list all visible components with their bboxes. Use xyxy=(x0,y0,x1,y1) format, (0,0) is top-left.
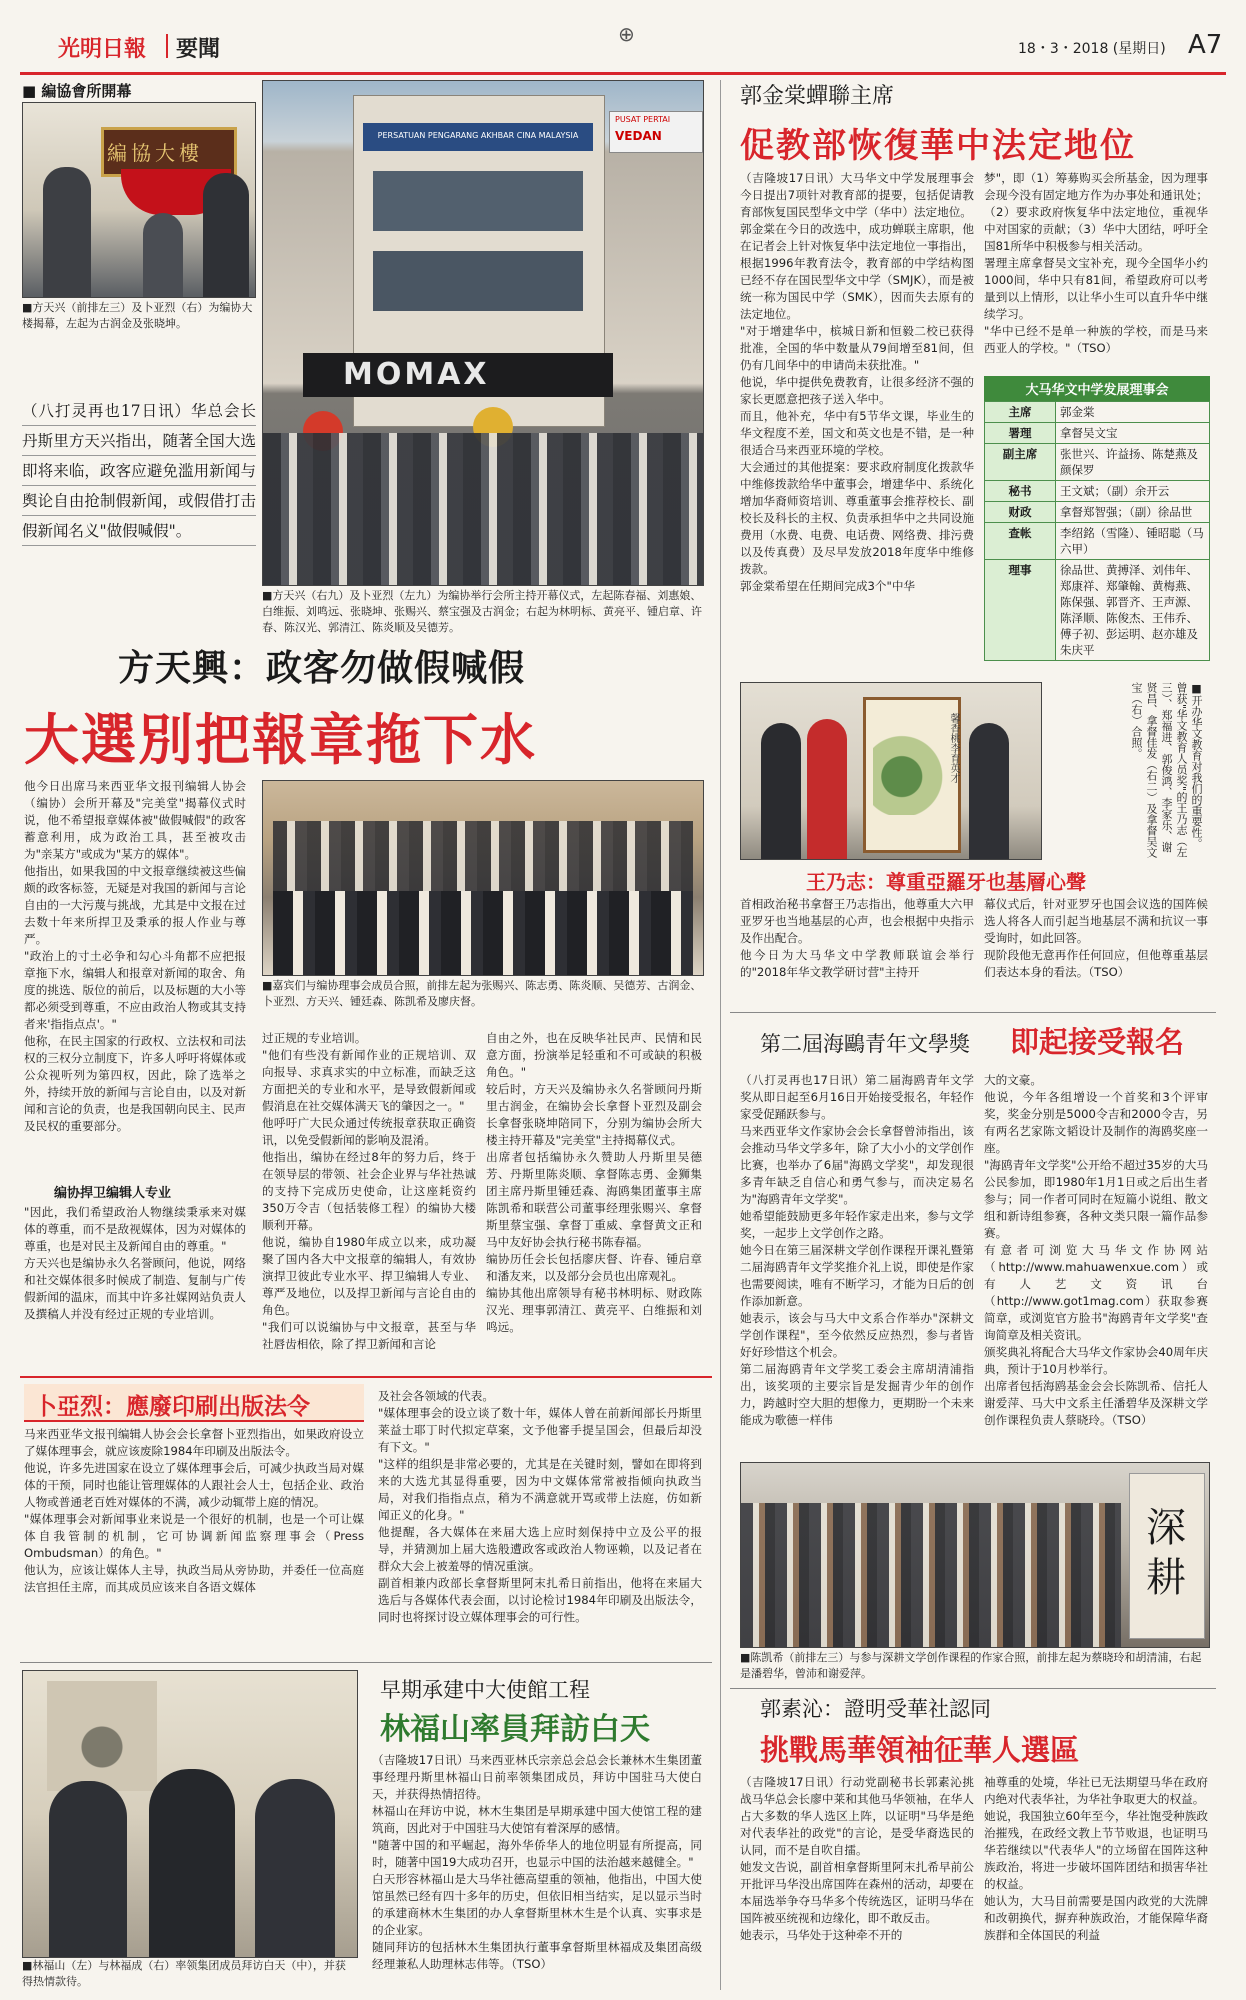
plaque-text: 編協大樓 xyxy=(107,141,203,165)
quote-text: （八打灵再也17日讯）华总会长丹斯里方天兴指出，随著全国大选即将来临，政客应避免滥用新闻与舆论自由抢制假新闻，或假借打击假新闻名义"做假喊假"。 xyxy=(22,396,256,546)
lit-col2: 大的文豪。 他说，今年各组增设一个首奖和3个评审奖，奖金分别是5000令吉和2000令吉，另有两名艺家陈文韬设计及制作的海鸥奖座一座。 "海鸥青年文学奖"公开给不超过35岁的大马公民参加，即1980年1月1日或之后出生者参与；同一作者可同时在短篇小说组、散文组和新诗组参赛，各种文类只限一篇作品参赛。 有意者可浏览大马华文作协网站（http://www.mahuawenxue.com）或有人艺文资讯台（http://www.got1mag.com）获取参赛简章，或浏览官方脸书"海鸥青年文学奖"查询简章及相关资讯。 颁奖典礼将配合大马华文作家协会40周年庆典，预计于10月杪举行。 出席者包括海鸥基金会会长陈凯希、信托人谢爱萍、马大中文系主任潘碧华及深耕文学创作课程负责人蔡晓玲。（TSO） xyxy=(984,1073,1208,1427)
council-row xyxy=(985,502,1210,523)
issue-date: 18・3・2018 (星期日) xyxy=(1018,41,1166,57)
guo-col1: （吉隆坡17日讯）行动党副秘书长郭素沁挑战马华总会长廖中莱和其他马华领袖，在华人占大多数的华人选区上阵，以证明"马华是绝对代表华社的政党"的言论，是受华裔选民的认同，而不是自吹自擂。 她发文告说，副首相拿督斯里阿末扎希早前公开批评马华没出席国阵在森州的活动，却要在本届选举争夺马华多个传统选区，证明马华在国阵被巫统视和边缘化，即不敢反击。 她表示，马华处于这种牵不开的 xyxy=(740,1775,974,1942)
momax-sign-text: MOMAX xyxy=(343,357,490,392)
council-role: 副主席 xyxy=(985,444,1056,481)
embassy-photo xyxy=(22,1670,358,1958)
council-role: 查帐 xyxy=(985,523,1056,560)
lit-kicker: 第二屆海鷗青年文學獎 xyxy=(760,1032,970,1056)
lit-col1: （八打灵再也17日讯）第二届海鸥青年文学奖从即日起至6月16日开始接受报名，年轻作家受促踊跃参与。 马来西亚华文作家协会会长拿督曾沛指出，该会推动马华文学多年，除了大小小的文学创作比赛，也举办了6届"海鸥文学奖"，却发现很多青年缺乏自信心和勇气参与，而决定易名为"海鸥青年文学奖"。 她希望能鼓励更多年轻作家走出来，参与文学奖，一起步上文学创作之路。 她今日在第三届深耕文学创作课程开课礼暨第二届海鸥青年文学奖推介礼上说，即使是作家也需要阅读，唯有不断学习，才能为日后的创作添加新意。 她表示，该会与马大中文系合作举办"深耕文学创作课程"，至今依然反应热烈，参与者皆好好珍惜这个机会。 第二届海鸥青年文学奖工委会主席胡清浦指出，该奖项的主要宗旨是发掘青少年的创作力，跨越时空大胆的想像力，更期盼一个未来能成为歌德一样伟 xyxy=(740,1073,974,1427)
opening-col3: 自由之外，也在反映华社民声、民情和民意方面，扮演举足轻重和不可或缺的积极角色。" 较后时，方天兴及编协永久名誉顾问丹斯里古润金，在编协会长拿督卜亚烈及副会长拿督张晓坤陪同下，分别为编协会所大楼主持开幕及"完美堂"主持揭幕仪式。 出席者包括编协永久赞助人丹斯里吴德芳、丹斯里陈炎顺、拿督陈志勇、金狮集团主席丹斯里锺廷森、海鸥集团董事主席陈凯希和联营公司董事经理张赐兴、拿督斯里蔡宝强、拿督丁重威、拿督黄文正和马中友好协会执行秘书陈春福。 编协历任会长包括廖庆督、许春、锺启章和潘友来，以及部分会员也出席观礼。 编协其他出席领导有秘书林明标、财政陈汉光、理事郭清江、黄亮平、白维振和刘鸣远。 xyxy=(486,1031,702,1334)
council-title: 大马华文中学发展理事会 xyxy=(984,376,1210,401)
person-silhouette xyxy=(43,167,91,297)
council-names: 李绍銘（雪隆）、锺昭聪（马六甲） xyxy=(1056,523,1210,560)
council-role: 署理 xyxy=(985,423,1056,444)
council-role: 主席 xyxy=(985,402,1056,423)
crowd xyxy=(741,1503,1121,1647)
group-photo xyxy=(262,780,704,976)
council-names: 拿督吴文宝 xyxy=(1056,423,1210,444)
section-name: 要聞 xyxy=(176,36,221,62)
divider xyxy=(20,1376,712,1378)
person-silhouette xyxy=(49,1781,127,1957)
header-rule xyxy=(20,72,1226,75)
building-caption: ■方天兴（右九）及卜亚烈（左九）为编协举行会所主持开幕仪式，左起陈春福、刘惠娘、白维振、刘鸣远、张晓坤、张赐兴、蔡宝强及古润金；右起为林明标、黄亮平、锺启章、许春、陈汉光、郭清江、陈炎顺及吴德芳。 xyxy=(262,589,702,634)
council-names: 张世兴、许益扬、陈楚燕及颜保罗 xyxy=(1056,444,1210,481)
class-photo xyxy=(740,1462,1210,1648)
section-divider xyxy=(166,34,168,58)
column-rule xyxy=(720,80,721,1990)
divider xyxy=(730,1688,1216,1689)
scroll-painting xyxy=(873,719,945,815)
class-caption: ■陈凯希（前排左三）与参与深耕文学创作课程的作家合照，前排左起为蔡晓玲和胡清浦，右起是潘碧华，曾沛和谢爱萍。 xyxy=(740,1651,1202,1680)
wall-painting xyxy=(47,1681,157,1791)
council-names: 郭金棠 xyxy=(1056,402,1210,423)
group-caption: ■嘉宾们与编协理事会成员合照，前排左起为张赐兴、陈志勇、陈炎顺、吴德芳、古润金、卜亚烈、方天兴、锺廷森、陈凯希及廖庆督。 xyxy=(262,979,702,1008)
crowd xyxy=(263,433,703,585)
bu-col1: 马来西亚华文报刊编辑人协会会长拿督卜亚烈指出，如果政府设立了媒体理事会，就应该废除1984年印刷及出版法令。 他说，许多先进国家在设立了媒体理事会后，可减少执政当局对媒体的干预，同时也能让管理媒体的人跟社会人士，包括企业、政治人物或普通老百姓对媒体的不满，减少动辄带上庭的情况。 "媒体理事会对新闻事业来说是一个很好的机制，也是一个可让媒体自我管制的机制，它可协调新闻监察理事会（Press Ombudsman）的角色。" 他认为，应该让媒体人主导，执政当局从旁协助，并委任一位高庭法官担任主席，而其成员应该来自各语文媒体 xyxy=(24,1427,364,1594)
lit-headline: 即起接受報名 xyxy=(1010,1025,1185,1059)
main-headline-2: 大選別把報章拖下水 xyxy=(24,707,538,772)
opening-col1b: "因此，我们希望政治人物继续秉承来对媒体的尊重，而不是敌视媒体，因为对媒体的尊重，也是对民主及新闻自由的尊重。" 方天兴也是编协永久名誉顾问，他说，网络和社交媒体很多时候成了制造、复制与广传假新闻的温床，而其中许多社媒网站负责人及撰稿人并没有经过正规的专业培训。 xyxy=(24,1205,246,1321)
guo-kicker: 郭素沁：證明受華社認同 xyxy=(760,1697,991,1721)
opening-col2: 过正规的专业培训。 "他们有些没有新闻作业的正规培训、双向报导、求真求实的中立标准，而缺乏这方面把关的专业和水平，是导致假新闻或假消息在社交媒体满天飞的肇因之一。" 他呼吁广大民众通过传统报章获取正确资讯，以免受假新闻的影响及混淆。 他指出，编协在经过8年的努力后，终于在领导层的带领、社会企业界与华社热诚的支持下完成历史使命，让这座耗资约350万令吉（包括装修工程）的编协大楼顺利开幕。 他说，编协自1980年成立以来，成功凝聚了国内各大中文报章的编辑人，有效协演捍卫彼此专业水平、捍卫编辑人专业、尊严及地位，以及捍卫新闻与言论自由的角色。 "我们可以说编协与中文报章，甚至与华社唇齿相依，除了捍卫新闻和言论 xyxy=(262,1031,476,1351)
main-headline-1: 方天興：政客勿做假喊假 xyxy=(118,647,526,689)
council-table xyxy=(984,401,1210,661)
council-row xyxy=(985,481,1210,502)
council-row xyxy=(985,523,1210,560)
back-row xyxy=(273,821,693,891)
side-sign-text: VEDAN xyxy=(615,129,662,143)
unveiling-photo xyxy=(22,102,256,298)
bu-col2: 及社会各领域的代表。 "媒体理事会的设立谈了数十年，媒体人曾在前新闻部长丹斯里莱益士耶丁时代拟定草案，文予他審手提呈国会，但最后却没有下文。" "这样的组织是非常必要的，尤其是在关键时刻，譬如在即将到来的大选尤其显得重要，因为中文媒体常常被指倾向执政当局，对我们指指点点，稍为不满意就开骂或带上法庭，仿如新闻正义的化身。" 他提醒，各大媒体在来届大选上应时刻保持中立及公平的报导，并猜测加上届大选般遭政客或政治人物诬赖，以及记者在群众大会上被羞辱的情况重演。 副首相兼内政部长拿督斯里阿末扎希日前指出，他将在来届大选后与各媒体代表会面，以讨论检讨1984年印刷及出版法令，同时也将探讨设立媒体理事会的可行性。 xyxy=(378,1389,702,1624)
person-silhouette xyxy=(255,1779,335,1957)
council-role: 财政 xyxy=(985,502,1056,523)
wang-headline: 王乃志：尊重亞羅牙也基層心聲 xyxy=(806,870,1086,894)
award-caption: ■开办华文教育对我们的重要性。曾获"华文教育人员奖"的王乃志（左三）、郑福进、郭俊鸿、李家乐、谢贤昌、拿督佳发（右二）及拿督吴文宝（右）合照。 xyxy=(1130,682,1203,858)
council-box xyxy=(984,376,1210,661)
lin-headline: 林福山率員拜訪白天 xyxy=(380,1712,650,1747)
scroll-text: 馨香桃李育英才 xyxy=(948,713,959,783)
person-silhouette xyxy=(143,213,183,297)
council-row xyxy=(985,560,1210,661)
opening-kicker: ■ 編協會所開幕 xyxy=(22,82,132,100)
window-row xyxy=(373,251,583,311)
person-silhouette xyxy=(203,173,249,297)
kok-kicker: 郭金棠蟬聯主席 xyxy=(740,84,895,109)
opening-subhead: 编协捍卫编辑人专业 xyxy=(54,1186,172,1201)
building-sign-text: PERSATUAN PENGARANG AKHBAR CINA MALAYSIA xyxy=(377,131,579,140)
lin-col1: （吉隆坡17日讯）马来西亚林氏宗亲总会总会长兼林木生集团董事经理丹斯里林福山日前率领集团成员，拜访中国驻马大使白天，并获得热情招待。 林福山在拜访中说，林木生集团是早期承建中国大使馆工程的建筑商，因此对于中国驻马大使馆有着深厚的感情。 "随著中国的和平崛起，海外华侨华人的地位明显有所提高，同时，随著中国19大成功召开，也显示中国的法治越来越健全。" 白天形容林福山是大马华社德高望重的领袖，他指出，中国大使馆虽然已经有四十多年的历史，但依旧相当结实，足以显示当时的承建商林木生集团的办人拿督斯里林木生是个认真、实事求是的企业家。 随同拜访的包括林木生集团执行董事拿督斯里林福成及集团高级经理兼私人助理林志伟等。（TSO） xyxy=(372,1753,702,1971)
kok-col2: 梦"，即（1）筹募购买会所基金，因为理事会现今没有固定地方作为办事处和通讯处；（2）要求政府恢复华中法定地位，重视华中对国家的贡献；（3）华中大团结，呼吁全国81所华中积极参与相关活动。 署理主席拿督吴文宝补充，现今全国华小约1000间，华中只有81间，希望政府可以考量到以上情形，以让华小生可以直升华中继续学习。 "华中已经不是单一种族的学校，而是马来西亚人的学校。"（TSO） xyxy=(984,171,1208,355)
page-number: A7 xyxy=(1188,30,1223,60)
council-names: 拿督郑智强；（副）徐品世 xyxy=(1056,502,1210,523)
guo-headline: 挑戰馬華領袖征華人選區 xyxy=(760,1733,1080,1767)
wang-col1: 首相政治秘书拿督王乃志指出，他尊重大六甲亚罗牙也当地基层的心声，也会根据中央指示及作出配合。 他今日为大马华文中学教师联谊会举行的"2018年华文教学研讨营"主持开 xyxy=(740,897,974,979)
person-silhouette xyxy=(761,723,801,859)
council-names: 徐品世、黄搏泽、刘伟年、郑康祥、郑肇翰、黄梅燕、陈保强、郭晋齐、王声源、陈泽顺、陈俊杰、王伟乔、傅子初、彭运明、赵亦雄及朱庆平 xyxy=(1056,560,1210,661)
kok-headline: 促教部恢復華中法定地位 xyxy=(740,126,1136,166)
council-role: 秘书 xyxy=(985,481,1056,502)
person-silhouette xyxy=(149,1769,235,1957)
embassy-caption: ■林福山（左）与林福成（右）率领集团成员拜访白天（中），并获得热情款待。 xyxy=(22,1959,346,1988)
lin-kicker: 早期承建中大使館工程 xyxy=(380,1678,590,1702)
masthead xyxy=(58,22,1223,64)
window-row xyxy=(373,171,583,231)
building-photo xyxy=(262,80,704,586)
front-row xyxy=(273,891,693,975)
council-row xyxy=(985,402,1210,423)
person-silhouette xyxy=(969,723,1009,859)
opening-kicker-text: 編協會所開幕 xyxy=(41,82,132,100)
quote-box xyxy=(22,396,256,590)
council-names: 王文斌；（副）余开云 xyxy=(1056,481,1210,502)
bu-headline: 卜亞烈：應廢印刷出版法令 xyxy=(34,1393,310,1420)
opening-col1: 他今日出席马来西亚华文报刊编辑人协会（编协）会所开幕及"完美堂"揭幕仪式时说，他不希望报章媒体被"做假喊假"的政客蓄意利用，成为政治工具，甚至被攻击为"亲某方"或成为"某方的媒体"。 他指出，如果我国的中文报章继续被这些偏颇的政客标签，无疑是对我国的新闻与言论自由的一大污蔑与挑战，尤其是中文报在过去数十年来所捍卫及秉承的报人作业与尊严。 "政治上的寸土必争和勾心斗角都不应把报章拖下水，编辑人和报章对新闻的取舍、角度的挑选、版位的前后，以及标题的大小等都必须受到尊重，不应由政治人物或其支持者来'指指点点'。" 他称，在民主国家的行政权、立法权和司法权的三权分立制度下，许多人呼吁将媒体或公众视听列为第四权，因此，除了选举之外，持续开放的新闻与言论自由，以及对新闻和言论的负责，也是我国朝向民主、民声及民权的重要部分。 xyxy=(24,779,246,1133)
crosshair-icon: ⊕ xyxy=(618,22,635,46)
council-row xyxy=(985,444,1210,481)
side-sign-text: PUSAT PERTAI xyxy=(615,115,671,124)
award-photo xyxy=(740,682,1042,860)
person-silhouette xyxy=(807,719,847,859)
unveiling-caption: ■方天兴（前排左三）及卜亚烈（右）为编协大楼揭幕，左起为古润金及张晓坤。 xyxy=(22,301,253,330)
bu-headline-box xyxy=(24,1384,364,1422)
banner-text: 深耕 xyxy=(1146,1505,1186,1601)
guo-col2: 袖尊重的处境，华社已无法期望马华在政府内绝对代表华社，为华社争取更大的权益。 她说，我国独立60年至今，华社饱受种族政治摧残，在政经文教上节节败退，也证明马华若继续以"代表华人"的立场留在国阵这种族政治，将进一步破坏国阵团结和损害华社的权益。 她认为，大马目前需要是国内政党的大洗牌和改朝换代，摒弃种族政治，才能保障华裔族群和全体国民的利益 xyxy=(984,1775,1208,1942)
divider xyxy=(730,1012,1216,1013)
kok-col1: （吉隆坡17日讯）大马华文中学发展理事会今日提出7项针对教育部的提要，包括促请教育部恢复国民型华文中学（华中）法定地位。 郭金棠在今日的改选中，成功蝉联主席职，他在记者会上针对恢复华中法定地位一事指出，根据1996年教育法令，教育部的中学结构图已经不存在国民型华文中学（SMJK），而是被统一称为国民中学（SMK），因而失去原有的法定地位。 "对于增建华中，槟城日新和恒毅二校已获得批准，全国的华中数量从79间增至81间，但仍有几间华中的申请尚未获批准。" 他说，华中提供免费教育，让很多经济不强的家长更愿意把孩子送入华中。 而且，他补充，华中有5节华文课，毕业生的华文程度不差，国文和英文也是不错，是一种很适合马来西亚环境的学校。 大会通过的其他提案：要求政府制度化拨款华中维修拨款给华中董事会，增建华中、系统化增加华裔师资培训、尊重董事会推荐校长、副校长及科长的主权、负责承担华中之共同设施费用（水费、电费、电话费、网络费、排污费以及传真费）及尽早发放2018年度华中维修拨款。 郭金棠希望在任期间完成3个"中华 xyxy=(740,171,974,593)
divider xyxy=(20,1662,712,1663)
wang-col2: 幕仪式后，针对亚罗牙也国会议选的国阵候选人将各人而引起当地基层不满和抗议一事受询时，如此回答。 现阶段他无意再作任何回应，但他尊重基层们表达本身的看法。（TSO） xyxy=(984,897,1208,979)
paper-name: 光明日報 xyxy=(58,36,147,62)
council-role: 理事 xyxy=(985,560,1056,661)
council-row xyxy=(985,423,1210,444)
